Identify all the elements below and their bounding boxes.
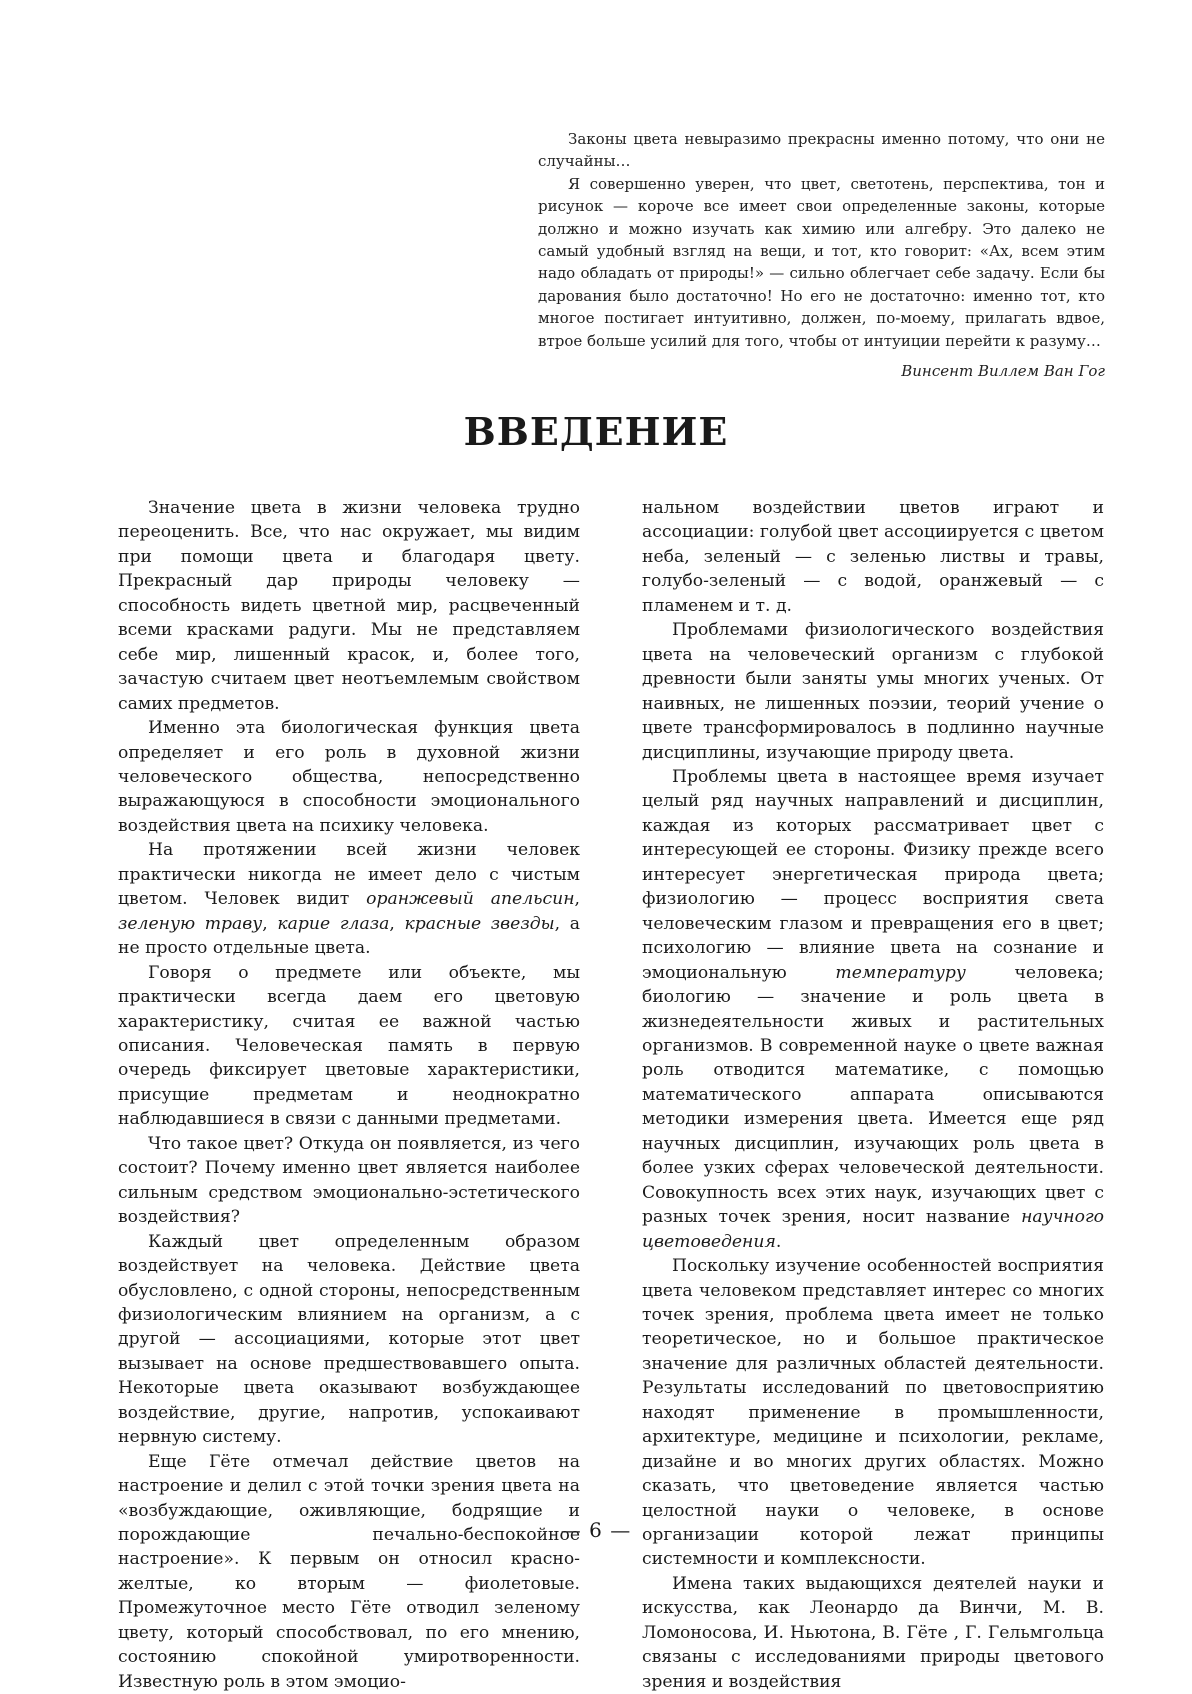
epigraph-paragraph: Я совершенно уверен, что цвет, светотень, перспектива, тон и рисунок — короче все имеет свои определенные законы, которые должно и можно изучать как химию или алгебру. Это далеко не самый удобный взгляд на вещи, и тот, кто говорит: «Ах, всем этим надо обладать от природы!» — сильно облегчает себе задачу. Если бы дарования было достаточно! Но его не достаточно: именно тот, кто многое постигает интуитивно, должен, по-моему, прилагать вдвое, втрое больше усилий для того, чтобы от интуиции перейти к разуму… (538, 174, 1105, 350)
text-run: . (775, 1231, 782, 1252)
italic-phrase: оранжевый апельсин (366, 889, 575, 910)
epigraph-paragraph: Законы цвета невыразимо прекрасны именно потому, что они не случайны… (538, 130, 1105, 171)
paragraph: Именно эта биологическая функция цвета определяет и его роль в духовной жизни человеческого общества, непосредственно выражающуюся в способности эмоционального воздействия цвета на психику человека. (118, 718, 580, 836)
text-run: На протяжении всей жизни человек практически никогда не имеет дело с чистым цветом. Человек видит (118, 840, 580, 910)
paragraph: Имена таких выдающихся деятелей науки и искусства, как Леонардо да Винчи, М. В. Ломоносова, И. Ньютона, В. Гёте , Г. Гельмгольца связаны с исследованиями природы цветового зрения и воздействия (642, 1573, 1104, 1692)
italic-phrase: красные звезды (404, 913, 555, 934)
italic-phrase: зеленую траву (118, 913, 263, 934)
paragraph: нальном воздействии цветов играют и ассоциации: голубой цвет ассоциируется с цветом неба, зеленый — с зеленью листвы и травы, голубо-зеленый — с водой, оранжевый — с пламенем и т. д. (642, 498, 1104, 616)
left-column (118, 496, 580, 1694)
chapter-title: ВВЕДЕНИЕ (463, 409, 729, 454)
italic-phrase: научного цветоведения (642, 1207, 1104, 1252)
paragraph: Каждый цвет определенным образом воздействует на человека. Действие цвета обусловлено, с одной стороны, непосредственным физиологическим влиянием на организм, а с другой — ассоциациями, которые этот цвет вызывает на основе предшествовавшего опыта. Некоторые цвета оказывают возбуждающее воздействие, другие, напротив, успокаивают нервную систему. (118, 1231, 580, 1448)
text-run: , (262, 913, 278, 934)
text-run: , (574, 889, 580, 910)
paragraph: Значение цвета в жизни человека трудно переоценить. Все, что нас окружает, мы видим при помощи цвета и благодаря цвету. Прекрасный дар природы человеку — способность видеть цветной мир, расцвеченный всеми красками радуги. Мы не представляем себе мир, лишенный красок, и, более того, зачастую считаем цвет неотъемлемым свойством самих предметов. (118, 498, 580, 714)
paragraph (642, 765, 1104, 1254)
page-number: — 6 — (560, 1518, 632, 1542)
paragraph: Еще Гёте отмечал действие цветов на настроение и делил с этой точки зрения цвета на «возбуждающие, оживляющие, бодрящие и порождающие печально-беспокойное настроение». К первым он относил красно-желтые, ко вторым — фиолетовые. Промежуточное место Гёте отводил зеленому цвету, который способствовал, по его мнению, состоянию спокойной умиротворенности. Известную роль в этом эмоцио- (118, 1451, 580, 1692)
paragraph: Говоря о предмете или объекте, мы практически всегда даем его цветовую характеристику, считая ее важной частью описания. Человеческая память в первую очередь фиксирует цветовые характеристики, присущие предметам и неоднократно наблюдавшиеся в связи с данными предметами. (118, 962, 580, 1130)
paragraph: Поскольку изучение особенностей восприятия цвета человеком представляет интерес со многих точек зрения, проблема цвета имеет не только теоретическое, но и большое практическое значение для различных областей деятельности. Результаты исследований по цветовосприятию находят применение в промышленности, архитектуре, медицине и психологии, рекламе, дизайне и во многих других областях. Можно сказать, что цветоведение является частью целостной науки о человеке, в основе организации которой лежат принципы системности и комплексности. (642, 1256, 1104, 1570)
italic-phrase: карие глаза (277, 913, 390, 934)
paragraph (118, 838, 580, 960)
text-run: Проблемы цвета в настоящее время изучает целый ряд научных направлений и дисциплин, каждая из которых рассматривает цвет с интересующей ее стороны. Физику прежде всего интересует энергетическая природа цвета; физиологию — процесс восприятия света человеческим глазом и превращения его в цвет; психологию — влияние цвета на сознание и эмоциональную (642, 766, 1104, 983)
right-column (642, 496, 1104, 1694)
paragraph: Что такое цвет? Откуда он появляется, из чего состоит? Почему именно цвет является наиболее сильным средством эмоционально-эстетического воздействия? (118, 1133, 580, 1228)
epigraph-author: Винсент Виллем Ван Гог (901, 362, 1105, 381)
paragraph: Проблемами физиологического воздействия цвета на человеческий организм с глубокой древности были заняты умы многих ученых. От наивных, не лишенных поэзии, теорий учение о цвете трансформировалось в подлинно научные дисциплины, изучающие природу цвета. (642, 620, 1104, 763)
italic-phrase: температуру (835, 962, 966, 983)
text-run: , (389, 913, 405, 934)
text-run: человека; биологию — значение и роль цвета в жизнедеятельности живых и растительных организмов. В современной науке о цвете важная роль отводится математике, с помощью математического аппарата описываются методики измерения цвета. Имеется еще ряд научных дисциплин, изучающих роль цвета в более узких сферах человеческой деятельности. Совокупность всех этих наук, изучающих цвет с разных точек зрения, носит название (642, 962, 1104, 1228)
epigraph (538, 128, 1105, 382)
text-run: , а не просто отдельные цвета. (118, 913, 580, 959)
